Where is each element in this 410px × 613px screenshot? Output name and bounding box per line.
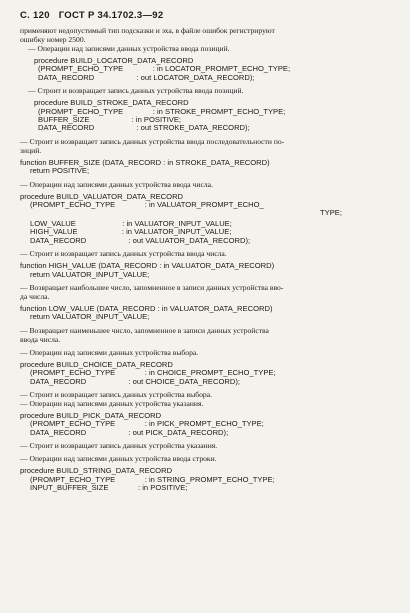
- code-line: procedure BUILD_STROKE_DATA_RECORD: [34, 98, 189, 108]
- page-header: [20, 10, 396, 21]
- code-line: return VALUATOR_INPUT_VALUE;: [30, 269, 150, 279]
- code-line: procedure BUILD_LOCATOR_DATA_RECORD: [34, 56, 194, 65]
- code-line: function HIGH_VALUE (DATA_RECORD : in VALUATOR_DATA_RECORD): [20, 261, 275, 271]
- code-line: INPUT_BUFFER_SIZE : in POSITIVE;: [30, 482, 188, 492]
- code-line: DATA_RECORD : out STROKE_DATA_RECORD);: [38, 123, 250, 133]
- code-line: TYPE;: [320, 208, 342, 218]
- code-line: procedure BUILD_STRING_DATA_RECORD: [20, 466, 173, 476]
- code-line: function BUFFER_SIZE (DATA_RECORD : in STROKE_DATA_RECORD): [20, 157, 270, 167]
- text-line: — Операции над записями данных устройства ввода числа.: [20, 179, 213, 189]
- code-line: procedure BUILD_PICK_DATA_RECORD: [20, 410, 162, 420]
- standard-designation: ГОСТ Р 34.1702.3—92: [58, 10, 164, 21]
- document-body: [20, 26, 396, 492]
- text-line: — Строит и возвращает запись данных устройства ввода позиций.: [28, 86, 244, 96]
- text-line: — Строит и возвращает запись данных устройства выбора.: [20, 389, 212, 399]
- text-line: — Операции над записями данных устройства ввода строки.: [20, 454, 217, 464]
- text-line: — Возвращает наименьшее число, запомненное в записи данных устройства: [20, 325, 269, 335]
- code-line: function LOW_VALUE (DATA_RECORD : in VALUATOR_DATA_RECORD): [20, 303, 273, 313]
- code-line: HIGH_VALUE : in VALUATOR_INPUT_VALUE;: [30, 227, 232, 237]
- text-line: ввода числа.: [20, 334, 61, 344]
- code-line: DATA_RECORD : out LOCATOR_DATA_RECORD);: [38, 72, 255, 82]
- code-line: (PROMPT_ECHO_TYPE : in STRING_PROMPT_ECHO_TYPE;: [30, 474, 275, 484]
- code-line: (PROMPT_ECHO_TYPE : in LOCATOR_PROMPT_ECHO_TYPE;: [38, 64, 291, 74]
- code-line: return VALUATOR_INPUT_VALUE;: [30, 312, 150, 322]
- code-line: BUFFER_SIZE : in POSITIVE;: [38, 115, 182, 125]
- code-line: LOW_VALUE : in VALUATOR_INPUT_VALUE;: [30, 218, 232, 228]
- text-line: да числа.: [20, 291, 50, 301]
- text-line: — Операции над записями данных устройства указания.: [20, 398, 204, 408]
- code-line: procedure BUILD_CHOICE_DATA_RECORD: [20, 359, 173, 369]
- text-line: ошибку номер 2500.: [20, 35, 86, 44]
- text-line: зиций.: [20, 145, 42, 155]
- code-line: procedure BUILD_VALUATOR_DATA_RECORD: [20, 191, 184, 201]
- code-line: DATA_RECORD : out CHOICE_DATA_RECORD);: [30, 376, 240, 386]
- text-line: — Строит и возвращает запись данных устройства ввода числа.: [20, 249, 227, 259]
- code-line: (PROMPT_ECHO_TYPE : in VALUATOR_PROMPT_ECHO_: [30, 200, 264, 210]
- text-line: — Возвращает наибольшее число, запомненное в записи данных устройства вво-: [20, 282, 284, 292]
- page-number: С. 120: [20, 10, 50, 21]
- text-line: применяют недопустимый тип подсказки и эха, в файле ошибок регистрируют: [20, 26, 275, 35]
- text-line: — Операции над записями данных устройства выбора.: [20, 347, 199, 357]
- code-line: (PROMPT_ECHO_TYPE : in CHOICE_PROMPT_ECHO_TYPE;: [30, 368, 276, 378]
- code-line: DATA_RECORD : out VALUATOR_DATA_RECORD);: [30, 235, 251, 245]
- code-line: (PROMPT_ECHO_TYPE : in PICK_PROMPT_ECHO_TYPE;: [30, 419, 264, 429]
- text-line: — Строит и возвращает запись данных устройства ввода последовательности по-: [20, 136, 285, 146]
- text-line: — Операции над записями данных устройства ввода позиций.: [28, 44, 230, 53]
- code-line: DATA_RECORD : out PICK_DATA_RECORD);: [30, 427, 229, 437]
- code-line: (PROMPT_ECHO_TYPE : in STROKE_PROMPT_ECHO_TYPE;: [38, 106, 286, 116]
- code-line: return POSITIVE;: [30, 166, 90, 176]
- text-line: — Строит и возвращает запись данных устройства указания.: [20, 441, 218, 451]
